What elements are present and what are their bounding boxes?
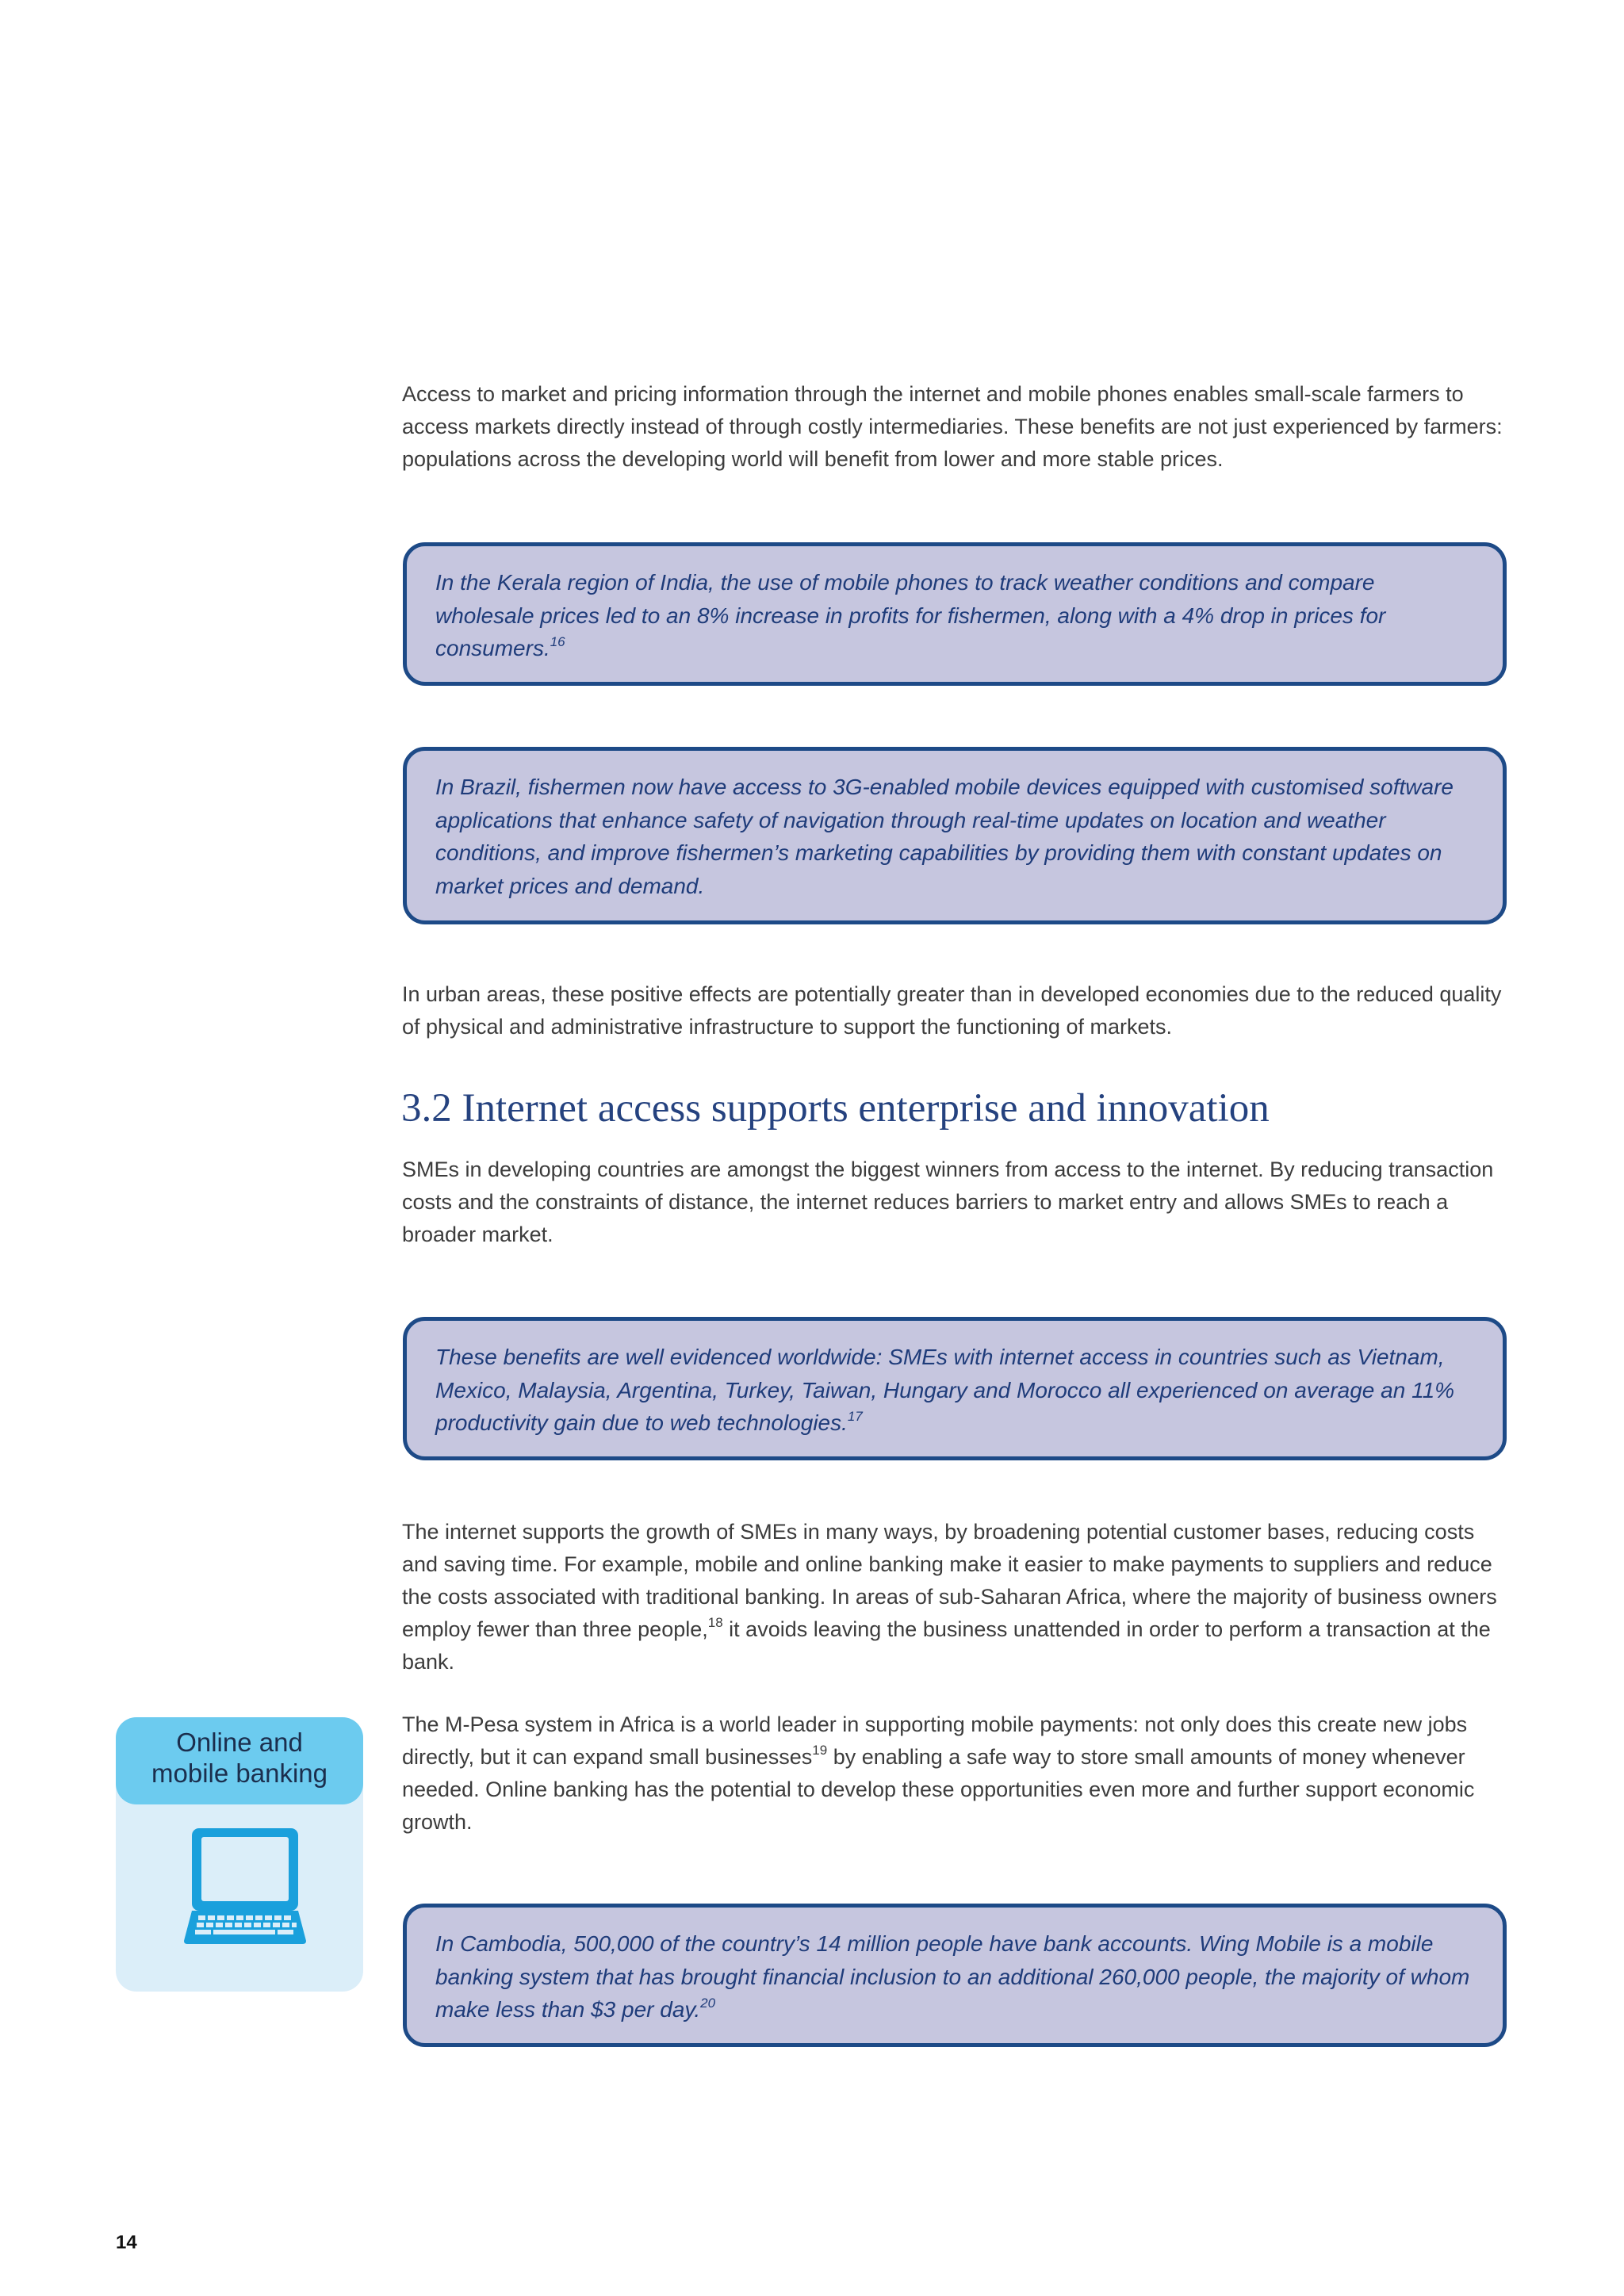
- section-heading: 3.2 Internet access supports enterprise and innovation: [401, 1086, 1270, 1131]
- side-panel-title-line1: Online and: [176, 1728, 303, 1757]
- callout-brazil-text: In Brazil, fishermen now have access to 3G-enabled mobile devices equipped with customised software applications that enhance safety of navigation through real-time updates on location and weather conditions, and improve fishermen’s marketing capabilities by providing them with constant updates on market prices and demand.: [435, 775, 1454, 898]
- side-panel-online-banking: [116, 1717, 363, 1992]
- side-panel-title-line2: mobile banking: [151, 1758, 327, 1788]
- growth-paragraph: The internet supports the growth of SMEs in many ways, by broadening potential customer bases, reducing costs and saving time. For example, mobile and online banking make it easier to make payments to suppliers and reduce the costs associated with traditional banking. In areas of sub-Saharan Africa, where the majority of business owners employ fewer than three people,$^{18}$ it avoids leaving the business unattended in order to perform a transaction at the bank.: [402, 1520, 1497, 1674]
- laptop-icon: [181, 1825, 309, 1946]
- page-number: 14: [116, 2232, 137, 2253]
- intro-paragraph: Access to market and pricing information through the internet and mobile phones enables small-scale farmers to access markets directly instead of through costly intermediaries. These benefits are not just experienced by farmers: populations across the developing world will benefit from lower and more stable prices.: [402, 382, 1503, 471]
- callout-kerala: [403, 542, 1507, 686]
- callout-productivity: [403, 1317, 1507, 1460]
- footnote-ref-16: 16: [550, 633, 565, 649]
- smes-paragraph: SMEs in developing countries are amongst the biggest winners from access to the internet. By reducing transaction costs and the constraints of distance, the internet reduces barriers to market entry and allows SMEs to reach a broader market.: [402, 1158, 1494, 1246]
- side-panel-title: [116, 1717, 363, 1804]
- callout-brazil: [403, 747, 1507, 924]
- footnote-ref-19: 19: [812, 1743, 828, 1758]
- callout-productivity-text: These benefits are well evidenced worldwide: SMEs with internet access in countries such as Vietnam, Mexico, Malaysia, Argentina, Turkey, Taiwan, Hungary and Morocco all experienced on average an 11% productivity gain due to web technologies.$^{17}$: [435, 1345, 1455, 1435]
- footnote-ref-18: 18: [707, 1615, 723, 1630]
- mpesa-paragraph: The M-Pesa system in Africa is a world leader in supporting mobile payments: not only does this create new jobs directly, but it can expand small businesses$^{19}$ by enabling a safe way to store small amounts of money whenever needed. Online banking has the potential to develop these opportunities even more and further support economic growth.: [402, 1712, 1475, 1834]
- urban-paragraph: In urban areas, these positive effects are potentially greater than in developed economies due to the reduced quality of physical and administrative infrastructure to support the functioning of markets.: [402, 982, 1502, 1039]
- callout-cambodia: [403, 1904, 1507, 2047]
- footnote-ref-17: 17: [847, 1408, 863, 1424]
- footnote-ref-20: 20: [700, 1995, 716, 2011]
- callout-cambodia-text: In Cambodia, 500,000 of the country’s 14 million people have bank accounts. Wing Mobile is a mobile banking system that has brought financial inclusion to an additional 260,000 people, the majority of whom make less than $3 per day.$^{20}$: [435, 1931, 1470, 2022]
- callout-kerala-text: In the Kerala region of India, the use of mobile phones to track weather conditions and compare wholesale prices led to an 8% increase in profits for fishermen, along with a 4% drop in prices for consumers.$^{16}$: [435, 570, 1386, 660]
